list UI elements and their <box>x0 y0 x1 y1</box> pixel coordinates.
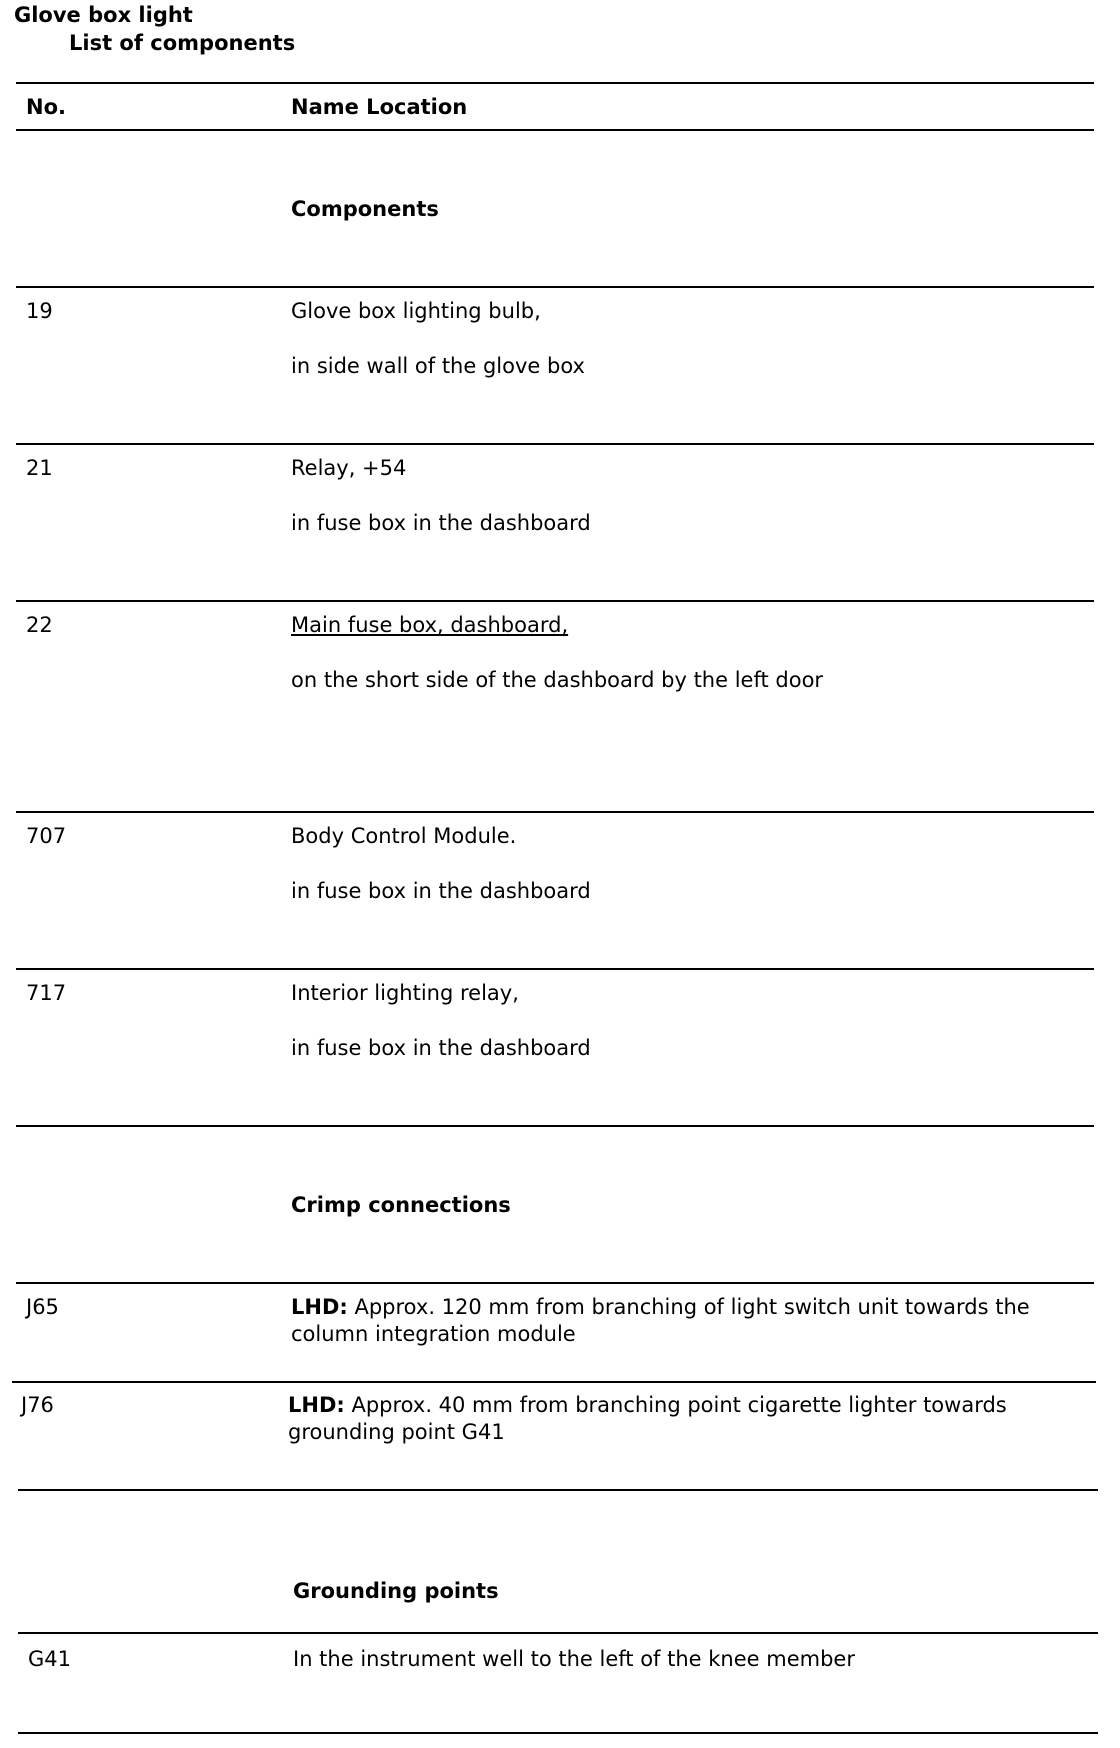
row-number: 717 <box>26 981 67 1005</box>
document-subtitle: List of components <box>69 31 296 55</box>
table-divider <box>16 129 1094 131</box>
row-location: in fuse box in the dashboard <box>291 879 591 903</box>
row-number: J76 <box>21 1393 54 1417</box>
row-number: 707 <box>26 824 67 848</box>
row-name: Interior lighting relay, <box>291 981 519 1005</box>
row-location: in side wall of the glove box <box>291 354 585 378</box>
section-heading-components: Components <box>291 197 439 221</box>
table-divider <box>16 443 1094 445</box>
table-divider <box>18 1632 1098 1634</box>
row-name: Relay, +54 <box>291 456 407 480</box>
lhd-label: LHD: <box>291 1295 348 1319</box>
row-name: Body Control Module. <box>291 824 517 848</box>
row-location: in fuse box in the dashboard <box>291 511 591 535</box>
section-heading-grounding-points: Grounding points <box>293 1579 499 1603</box>
document-title: Glove box light <box>14 3 193 27</box>
row-name: Glove box lighting bulb, <box>291 299 541 323</box>
row-number: 22 <box>26 613 53 637</box>
row-location: on the short side of the dashboard by the left door <box>291 668 824 692</box>
table-divider <box>16 968 1094 970</box>
table-divider <box>16 1282 1094 1284</box>
table-divider <box>18 1732 1098 1734</box>
header-name-location: Name Location <box>291 95 468 119</box>
row-description-text: Approx. 40 mm from branching point cigarette lighter towards grounding point G41 <box>288 1393 1007 1444</box>
row-location: in fuse box in the dashboard <box>291 1036 591 1060</box>
table-divider <box>16 286 1094 288</box>
table-divider <box>16 811 1094 813</box>
table-divider <box>16 82 1094 84</box>
row-number: G41 <box>28 1647 71 1671</box>
row-number: 21 <box>26 456 53 480</box>
row-description <box>291 1294 1091 1348</box>
row-description <box>288 1392 1088 1446</box>
row-description: In the instrument well to the left of the knee member <box>293 1647 855 1671</box>
row-name-link[interactable]: Main fuse box, dashboard, <box>291 613 569 637</box>
row-number: J65 <box>26 1295 59 1319</box>
table-divider <box>16 600 1094 602</box>
lhd-label: LHD: <box>288 1393 345 1417</box>
row-description-text: Approx. 120 mm from branching of light switch unit towards the column integration module <box>291 1295 1030 1346</box>
table-divider <box>16 1125 1094 1127</box>
section-heading-crimp-connections: Crimp connections <box>291 1193 511 1217</box>
row-number: 19 <box>26 299 53 323</box>
table-divider <box>18 1489 1098 1491</box>
header-no: No. <box>26 95 66 119</box>
table-divider <box>12 1381 1096 1383</box>
